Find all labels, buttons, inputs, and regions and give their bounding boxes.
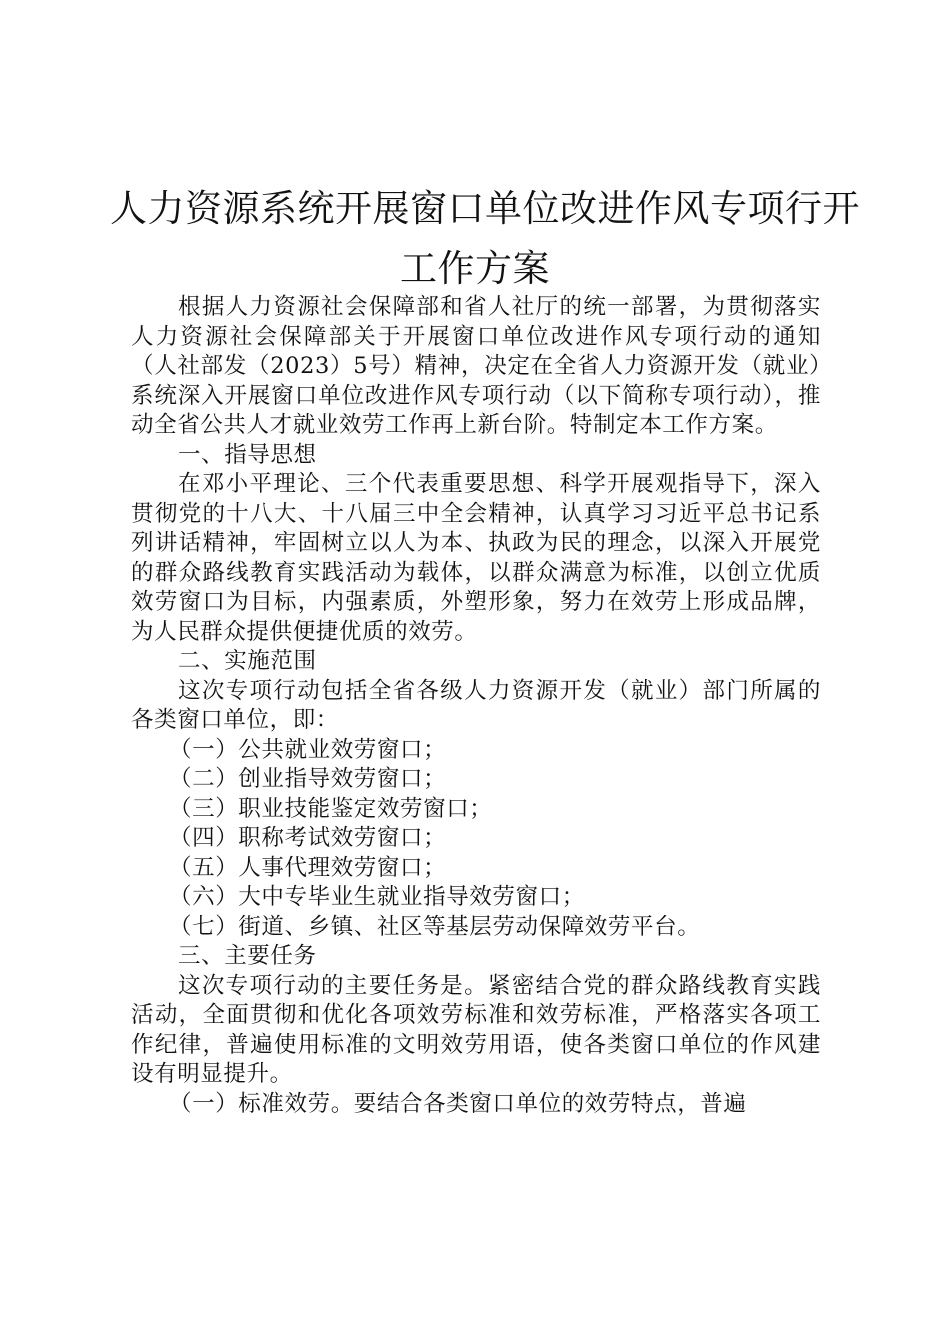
guiding-ideology-paragraph: 在邓小平理论、三个代表重要思想、科学开展观指导下，深入贯彻党的十八大、十八届三中全会精神，认真学习习近平总书记系列讲话精神，牢固树立以人为本、执政为民的理念，以深入开展党的群众路线教育实践活动为载体，以群众满意为标准，以创立优质效劳窗口为目标，内强素质，外塑形象，努力在效劳上形成品牌，为人民群众提供便捷优质的效劳。	[131, 471, 821, 645]
scope-list-item: （七）街道、乡镇、社区等基层劳动保障效劳平台。	[169, 913, 701, 940]
scope-list-item: （四）职称考试效劳窗口；	[169, 825, 447, 851]
document-title-line-2: 工作方案	[400, 247, 550, 290]
scope-list-item: （六）大中专毕业生就业指导效劳窗口；	[169, 884, 585, 910]
document-body	[131, 293, 821, 1119]
section-heading-guiding-ideology: 一、指导思想	[178, 441, 317, 468]
scope-list-item: （一）公共就业效劳窗口；	[169, 736, 447, 763]
main-tasks-paragraph: 这次专项行动的主要任务是。紧密结合党的群众路线教育实践活动，全面贯彻和优化各项效劳标准和效劳标准，严格落实各项工作纪律，普遍使用标准的文明效劳用语，使各类窗口单位的作风建设有明显提升。	[131, 972, 821, 1087]
section-heading-main-tasks: 三、主要任务	[178, 943, 317, 969]
scope-list-item: （五）人事代理效劳窗口；	[169, 854, 447, 881]
task-item-standard-service: （一）标准效劳。要结合各类窗口单位的效劳特点，普遍	[169, 1090, 747, 1117]
scope-list-item: （三）职业技能鉴定效劳窗口；	[169, 795, 493, 822]
scope-paragraph: 这次专项行动包括全省各级人力资源开发（就业）部门所属的各类窗口单位，即：	[131, 677, 821, 733]
section-heading-scope: 二、实施范围	[178, 648, 317, 674]
document-title-line-1: 人力资源系统开展窗口单位改进作风专项行开	[110, 187, 860, 230]
intro-paragraph: 根据人力资源社会保障部和省人社厅的统一部署，为贯彻落实人力资源社会保障部关于开展窗口单位改进作风专项行动的通知（人社部发（2023）5号）精神，决定在全省人力资源开发（就业）系统深入开展窗口单位改进作风专项行动（以下简称专项行动），推动全省公共人才就业效劳工作再上新台阶。特制定本工作方案。	[131, 294, 821, 438]
scope-list-item: （二）创业指导效劳窗口；	[169, 766, 447, 792]
